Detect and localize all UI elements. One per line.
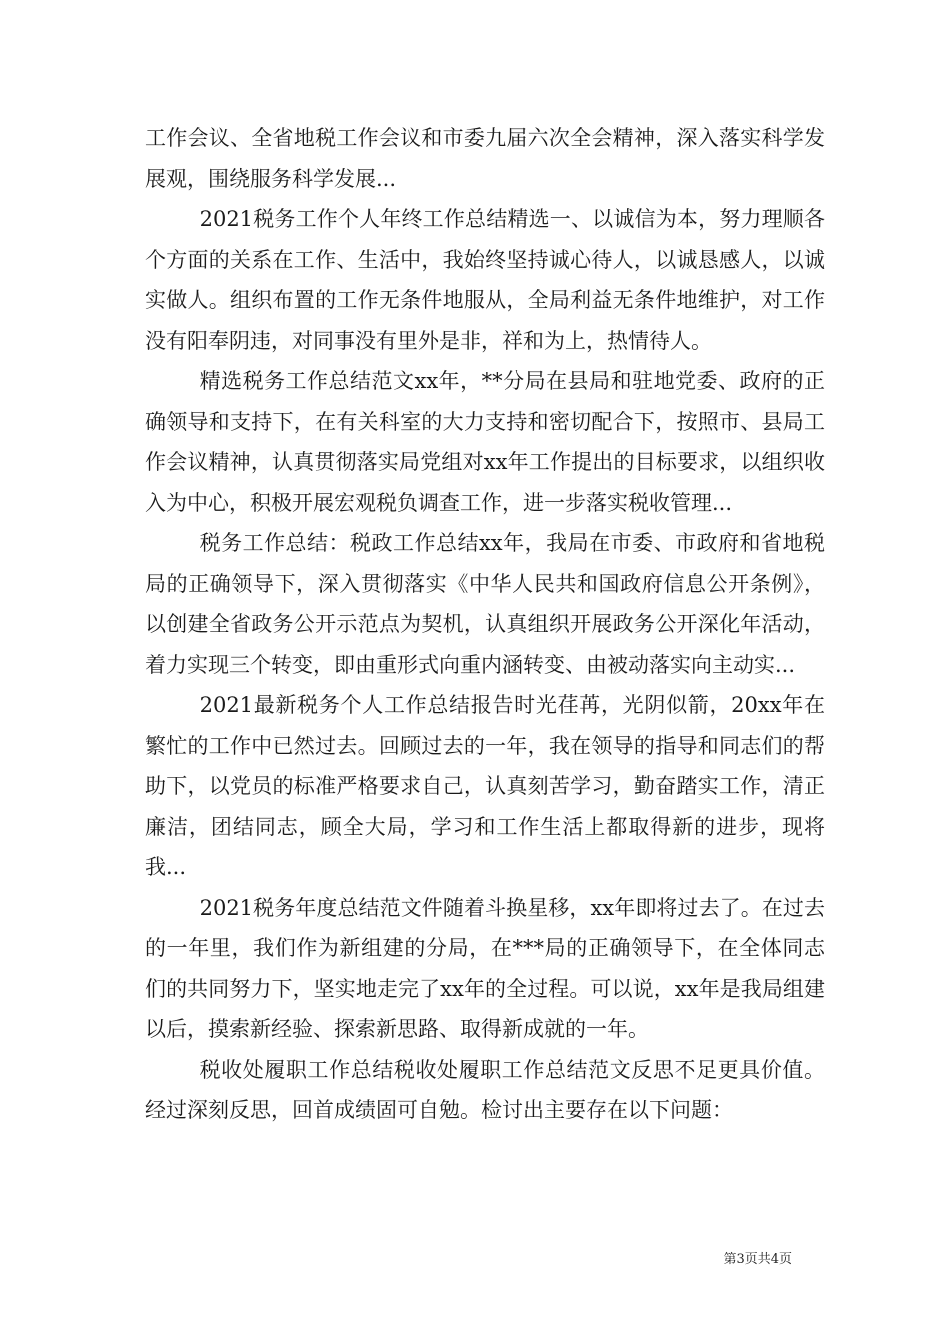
paragraph-7: 税收处履职工作总结税收处履职工作总结范文反思不足更具价值。经过深刻反思，回首成绩固可自勉。检讨出主要存在以下问题： (145, 1057, 825, 1122)
paragraph-2: 2021税务工作个人年终工作总结精选一、以诚信为本，努力理顺各个方面的关系在工作、生活中，我始终坚持诚心待人，以诚恳感人，以诚实做人。组织布置的工作无条件地服从，全局利益无条件地维护，对工作没有阳奉阴违，对同事没有里外是非，祥和为上，热情待人。 (145, 207, 825, 353)
paragraph-5: 2021最新税务个人工作总结报告时光荏苒，光阴似箭，20xx年在繁忙的工作中已然过去。回顾过去的一年，我在领导的指导和同志们的帮助下，以党员的标准严格要求自己，认真刻苦学习，勤奋踏实工作，清正廉洁，团结同志，顾全大局，学习和工作生活上都取得新的进步，现将我... (145, 693, 825, 879)
paragraph-6: 2021税务年度总结范文件随着斗换星移，xx年即将过去了。在过去的一年里，我们作为新组建的分局，在***局的正确领导下，在全体同志们的共同努力下，坚实地走完了xx年的全过程。可以说，xx年是我局组建以后，摸索新经验、探索新思路、取得新成就的一年。 (145, 895, 825, 1041)
page-number-footer: 第3页共4页 (723, 1252, 792, 1267)
paragraph-1: 工作会议、全省地税工作会议和市委九届六次全会精神，深入落实科学发展观，围绕服务科学发展... (145, 126, 825, 191)
document-body (145, 118, 825, 1131)
paragraph-4: 税务工作总结：税政工作总结xx年，我局在市委、市政府和省地税局的正确领导下，深入贯彻落实《中华人民共和国政府信息公开条例》，以创建全省政务公开示范点为契机，认真组织开展政务公开深化年活动，着力实现三个转变，即由重形式向重内涵转变、由被动落实向主动实... (145, 531, 825, 677)
paragraph-3: 精选税务工作总结范文xx年，**分局在县局和驻地党委、政府的正确领导和支持下，在有关科室的大力支持和密切配合下，按照市、县局工作会议精神，认真贯彻落实局党组对xx年工作提出的目标要求，以组织收入为中心，积极开展宏观税负调查工作，进一步落实税收管理... (145, 369, 825, 515)
